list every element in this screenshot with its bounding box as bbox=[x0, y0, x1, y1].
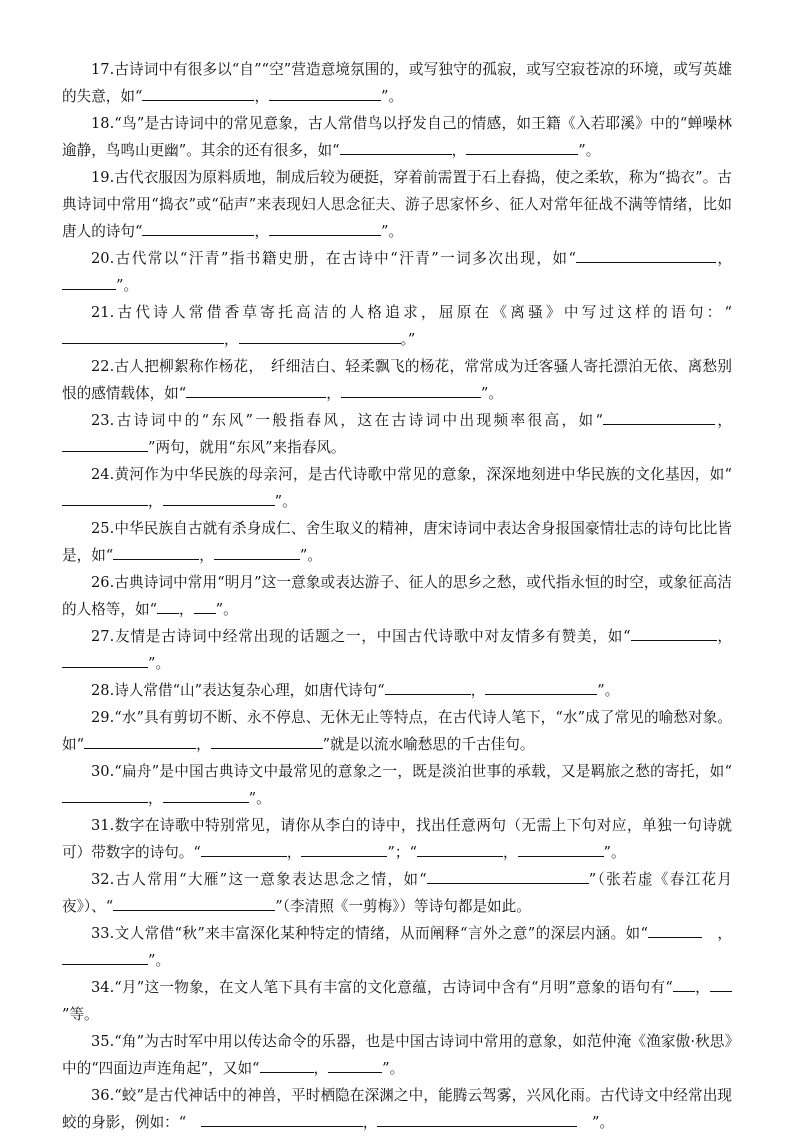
question-text: 25.中华民族自古就有杀身成仁、舍生取义的精神，唐宋诗词中表达舍身报国豪情壮志的诗句比比皆是，如“ bbox=[62, 520, 732, 564]
answer-blank[interactable] bbox=[163, 801, 249, 803]
answer-blank[interactable] bbox=[269, 234, 381, 236]
question-text: ， bbox=[715, 250, 732, 267]
question-item bbox=[62, 569, 732, 623]
question-text: ”（张若虚《春江花月夜》）、“ bbox=[62, 871, 733, 915]
answer-blank[interactable] bbox=[485, 693, 597, 695]
answer-blank[interactable] bbox=[113, 909, 275, 911]
answer-blank[interactable] bbox=[214, 558, 300, 560]
answer-blank[interactable] bbox=[62, 504, 148, 506]
question-text: 。” bbox=[400, 331, 416, 348]
question-item bbox=[62, 623, 732, 677]
answer-blank[interactable] bbox=[157, 612, 179, 614]
question-text: 20.古代常以“汗青”指书籍史册，在古诗中“汗青”一词多次出现，如“ bbox=[91, 250, 576, 267]
question-text: ， bbox=[716, 628, 732, 645]
question-text: 34.“月”这一物象，在文人笔下具有丰富的文化意蕴，古诗词中含有“月明”意象的语句有“ bbox=[91, 979, 673, 996]
question-text: 36.“蛟”是古代神话中的神兽，平时栖隐在深渊之中，能腾云驾雾，兴风化雨。古代诗文中经常出现蛟的身影，例如：“ bbox=[62, 1087, 732, 1131]
answer-blank[interactable] bbox=[113, 558, 199, 560]
question-text: ”。 bbox=[274, 493, 297, 510]
answer-blank[interactable] bbox=[62, 963, 148, 965]
question-text: 32.古人常用“大雁”这一意象表达思念之情，如“ bbox=[91, 871, 427, 888]
question-text: 35.“角”为古时军中用以传达命令的乐器，也是中国古诗词中常用的意象，如范仲淹《渔家傲·秋思》中的“四面边声连角起”，又如“ bbox=[62, 1033, 732, 1077]
answer-blank[interactable] bbox=[466, 153, 578, 155]
answer-blank[interactable] bbox=[518, 855, 604, 857]
answer-blank[interactable] bbox=[142, 234, 254, 236]
question-text: ， bbox=[254, 223, 270, 240]
question-item bbox=[62, 920, 732, 974]
answer-blank[interactable] bbox=[385, 693, 471, 695]
question-item bbox=[62, 704, 732, 758]
question-text: ”。 bbox=[148, 655, 171, 672]
question-item bbox=[62, 866, 732, 920]
question-text: ”。 bbox=[116, 277, 139, 294]
answer-blank[interactable] bbox=[631, 639, 717, 641]
question-text: ， bbox=[326, 385, 341, 402]
question-item bbox=[62, 407, 732, 461]
question-text: 31.数字在诗歌中特别常见，请你从李白的诗中，找出任意两句（无需上下句对应，单独一句诗就可）带数字的诗句。“ bbox=[62, 817, 732, 861]
question-item bbox=[62, 461, 732, 515]
answer-blank[interactable] bbox=[62, 666, 148, 668]
answer-blank[interactable] bbox=[648, 936, 702, 938]
question-text: ， bbox=[224, 331, 239, 348]
answer-blank[interactable] bbox=[84, 747, 196, 749]
answer-blank[interactable] bbox=[211, 747, 323, 749]
question-text: ”（李清照《一剪梅》）等诗句都是如此。 bbox=[275, 898, 531, 915]
question-text: ”。 bbox=[148, 952, 171, 969]
question-text: ”就是以流水喻愁思的千古佳句。 bbox=[322, 736, 535, 753]
question-item bbox=[62, 299, 732, 353]
question-text: ， bbox=[196, 736, 211, 753]
answer-blank[interactable] bbox=[62, 342, 224, 344]
question-item bbox=[62, 164, 732, 245]
answer-blank[interactable] bbox=[328, 1071, 382, 1073]
answer-blank[interactable] bbox=[163, 504, 275, 506]
question-text: ”。 bbox=[382, 1060, 405, 1077]
answer-blank[interactable] bbox=[201, 855, 287, 857]
question-text: 22.古人把柳絮称作杨花， 纤细洁白、轻柔飘飞的杨花，常常成为迁客骚人寄托漂泊无依、离愁别恨的感情载体，如“ bbox=[62, 358, 732, 402]
answer-blank[interactable] bbox=[194, 612, 216, 614]
answer-blank[interactable] bbox=[417, 855, 503, 857]
question-text: ”。 bbox=[597, 682, 620, 699]
question-text: 18.“鸟”是古诗词中的常见意象，古人常借鸟以抒发自己的情感，如王籍《入若耶溪》中的“蝉噪林逾静，鸟鸣山更幽”。其余的还有很多，如“ bbox=[62, 115, 732, 159]
question-item bbox=[62, 515, 732, 569]
question-text: ”；“ bbox=[387, 844, 417, 861]
question-text: ， bbox=[286, 844, 302, 861]
question-text: ， bbox=[179, 601, 194, 618]
answer-blank[interactable] bbox=[427, 882, 589, 884]
answer-blank[interactable] bbox=[239, 342, 401, 344]
question-text: 30.“扁舟”是中国古典诗文中最常见的意象之一，既是淡泊世事的承载，又是羁旅之愁的寄托，如“ bbox=[91, 763, 732, 780]
answer-blank[interactable] bbox=[301, 855, 387, 857]
question-text: 26.古典诗词中常用“明月”这一意象或表达游子、征人的思乡之愁，或代指永恒的时空，或象征高洁的人格等，如“ bbox=[62, 574, 732, 618]
question-text: ”。 bbox=[577, 1114, 615, 1131]
answer-blank[interactable] bbox=[62, 450, 148, 452]
question-text: ”。 bbox=[381, 223, 404, 240]
question-text: ”。 bbox=[215, 601, 238, 618]
answer-blank[interactable] bbox=[62, 801, 148, 803]
answer-blank[interactable] bbox=[673, 990, 695, 992]
question-item bbox=[62, 110, 732, 164]
answer-blank[interactable] bbox=[710, 990, 732, 992]
question-text: ， bbox=[148, 790, 163, 807]
question-item bbox=[62, 245, 732, 299]
question-text: 19.古代衣服因为原料质地，制成后较为硬挺，穿着前需置于石上舂捣，使之柔软，称为“捣衣”。古典诗词中常用“捣衣”或“砧声”来表现妇人思念征夫、游子思家怀乡、征人对常年征战不满等情绪，比如唐人的诗句“ bbox=[62, 169, 732, 240]
question-text: ， bbox=[313, 1060, 329, 1077]
question-text: ， bbox=[694, 979, 710, 996]
question-text: ”两句，就用“东风”来指春风。 bbox=[148, 439, 346, 456]
question-text: ”。 bbox=[299, 547, 322, 564]
question-text: ， bbox=[254, 88, 270, 105]
question-text: ， bbox=[451, 142, 467, 159]
question-text: ， bbox=[148, 493, 163, 510]
answer-blank[interactable] bbox=[377, 1125, 577, 1127]
question-text: ， bbox=[362, 1114, 378, 1131]
question-text: 28.诗人常借“山”表达复杂心理，如唐代诗句“ bbox=[91, 682, 385, 699]
answer-blank[interactable] bbox=[186, 396, 326, 398]
question-text: ”等。 bbox=[62, 1006, 99, 1023]
answer-blank[interactable] bbox=[340, 153, 452, 155]
question-text: 21.古代诗人常借香草寄托高洁的人格追求，屈原在《离骚》中写过这样的语句：“ bbox=[91, 304, 732, 321]
question-text: ”。 bbox=[381, 88, 404, 105]
question-text: 17.古诗词中有很多以“自”“空”营造意境氛围的，或写独守的孤寂，或写空寂苍凉的环境，或写英雄的失意，如“ bbox=[62, 61, 732, 105]
question-text: ， bbox=[714, 412, 732, 429]
question-text: ”。 bbox=[603, 844, 626, 861]
question-item bbox=[62, 812, 732, 866]
question-item bbox=[62, 56, 732, 110]
answer-blank[interactable] bbox=[62, 288, 116, 290]
question-text: 23.古诗词中的“东风”一般指春风，这在古诗词中出现频率很高，如“ bbox=[91, 412, 603, 429]
question-text: 27.友情是古诗词中经常出现的话题之一，中国古代诗歌中对友情多有赞美，如“ bbox=[91, 628, 631, 645]
answer-blank[interactable] bbox=[341, 396, 481, 398]
answer-blank[interactable] bbox=[269, 99, 381, 101]
answer-blank[interactable] bbox=[260, 1071, 314, 1073]
answer-blank[interactable] bbox=[576, 261, 716, 263]
answer-blank[interactable] bbox=[201, 1125, 363, 1127]
question-text: 24.黄河作为中华民族的母亲河，是古代诗歌中常见的意象，深深地刻进中华民族的文化基因，如“ bbox=[91, 466, 732, 483]
answer-blank[interactable] bbox=[603, 423, 715, 425]
question-text: 29.“水”具有剪切不断、永不停息、无休无止等特点，在古代诗人笔下，“水”成了常见的喻愁对象。如“ bbox=[62, 709, 732, 753]
question-text: ， bbox=[702, 925, 732, 942]
question-item bbox=[62, 1028, 732, 1082]
question-text: ”。 bbox=[578, 142, 601, 159]
question-item bbox=[62, 974, 732, 1028]
question-text: ， bbox=[502, 844, 518, 861]
answer-blank[interactable] bbox=[142, 99, 254, 101]
question-item bbox=[62, 353, 732, 407]
question-text: 33.文人常借“秋”来丰富深化某种特定的情绪，从而阐释“言外之意”的深层内涵。如“ bbox=[91, 925, 648, 942]
question-text: ， bbox=[470, 682, 486, 699]
question-text: ”。 bbox=[248, 790, 271, 807]
question-item bbox=[62, 758, 732, 812]
question-item bbox=[62, 1082, 732, 1136]
question-text: ， bbox=[199, 547, 214, 564]
question-text: ”。 bbox=[480, 385, 503, 402]
question-item bbox=[62, 677, 732, 704]
